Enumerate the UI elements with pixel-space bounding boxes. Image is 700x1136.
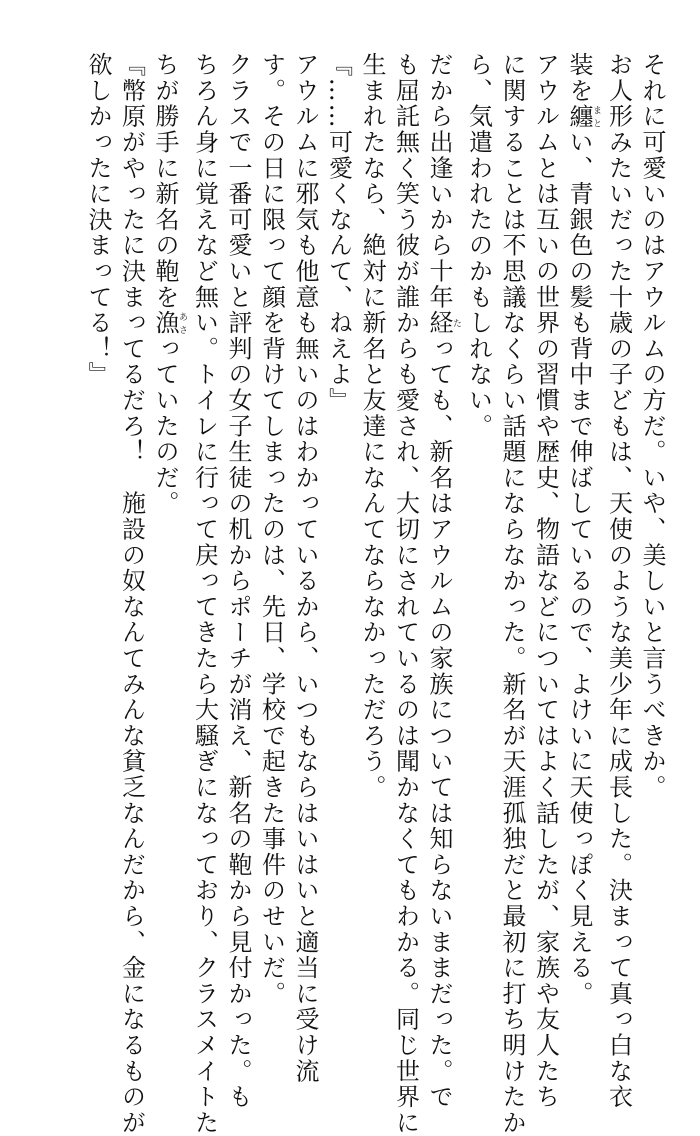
- ruby-base: 纏: [565, 103, 593, 130]
- text-line: クラスで一番可愛いと評判の女子生徒の机からポーチが消え、新名の鞄から見付かった。も: [224, 52, 252, 1110]
- text-line-with-ruby: [562, 52, 602, 1007]
- text-fragment: い、青銀色の髪も背中まで伸ばしているので、よけいに天使っぽく見える。: [565, 129, 593, 1007]
- text-line: に関することは不思議なくらい話題にならなかった。新名が天涯孤独だと最初に打ち明けたか: [498, 52, 526, 1136]
- ruby-base: 経: [425, 310, 453, 336]
- text-line: 欲しかったに決まってる！』: [84, 52, 112, 388]
- text-line-with-ruby: [422, 52, 462, 1110]
- text-line: お人形みたいだった十歳の子どもは、天使のような美少年に成長した。決まって真っ白な衣: [604, 52, 633, 1110]
- text-fragment: っても、新名はアウルムの家族については知らないままだった。で: [425, 335, 453, 1110]
- text-line: 生まれたなら、絶対に新名と友達になんてならなかっただろう。: [358, 52, 386, 801]
- text-line: 『……可愛くなんて、ねえよ』: [324, 52, 353, 414]
- text-line: それに可愛いのはアウルムの方だ。いや、美しいと言うべきか。: [638, 52, 666, 801]
- ruby-word: [151, 310, 187, 336]
- ruby-reading: あさ: [177, 310, 187, 336]
- ruby-word: [425, 310, 461, 336]
- text-line: す。その日に限って顔を背けてしまったのは、先日、学校で起きた事件のせいだ。: [257, 52, 286, 1007]
- text-fragment: 装を: [565, 52, 593, 104]
- text-line: ら、気遣われたのかもしれない。: [464, 52, 493, 439]
- text-line: も屈託無く笑う彼が誰からも愛され、大切にされているのは聞かなくてもわかる。同じ世界に: [391, 52, 420, 1136]
- ruby-word: [565, 103, 601, 130]
- text-fragment: だから出逢いから十年: [425, 52, 453, 310]
- text-line-with-ruby: [148, 52, 188, 982]
- text-line: 『幣原がやったに決まってるだろ！ 施設の奴なんてみんな貧乏なんだから、金になるものが: [117, 52, 146, 1136]
- ruby-reading: た: [451, 310, 461, 336]
- vertical-text-block: [81, 52, 669, 1136]
- ruby-base: 漁: [151, 310, 179, 336]
- text-line: アウルムに邪気も他意も無いのはわかっているから、いつもならはいはいと適当に受け流: [291, 52, 319, 1084]
- ruby-reading: まと: [591, 103, 601, 130]
- text-fragment: ちが勝手に新名の鞄を: [151, 52, 179, 310]
- text-fragment: っていたのだ。: [151, 335, 179, 517]
- text-line: アウルムとは互いの世界の習慣や歴史、物語などについてはよく話したが、家族や友人たち: [531, 52, 560, 1110]
- text-line: ちろん身に覚えなど無い。トイレに行って戻ってきたら大騒ぎになっており、クラスメイトた: [190, 52, 219, 1136]
